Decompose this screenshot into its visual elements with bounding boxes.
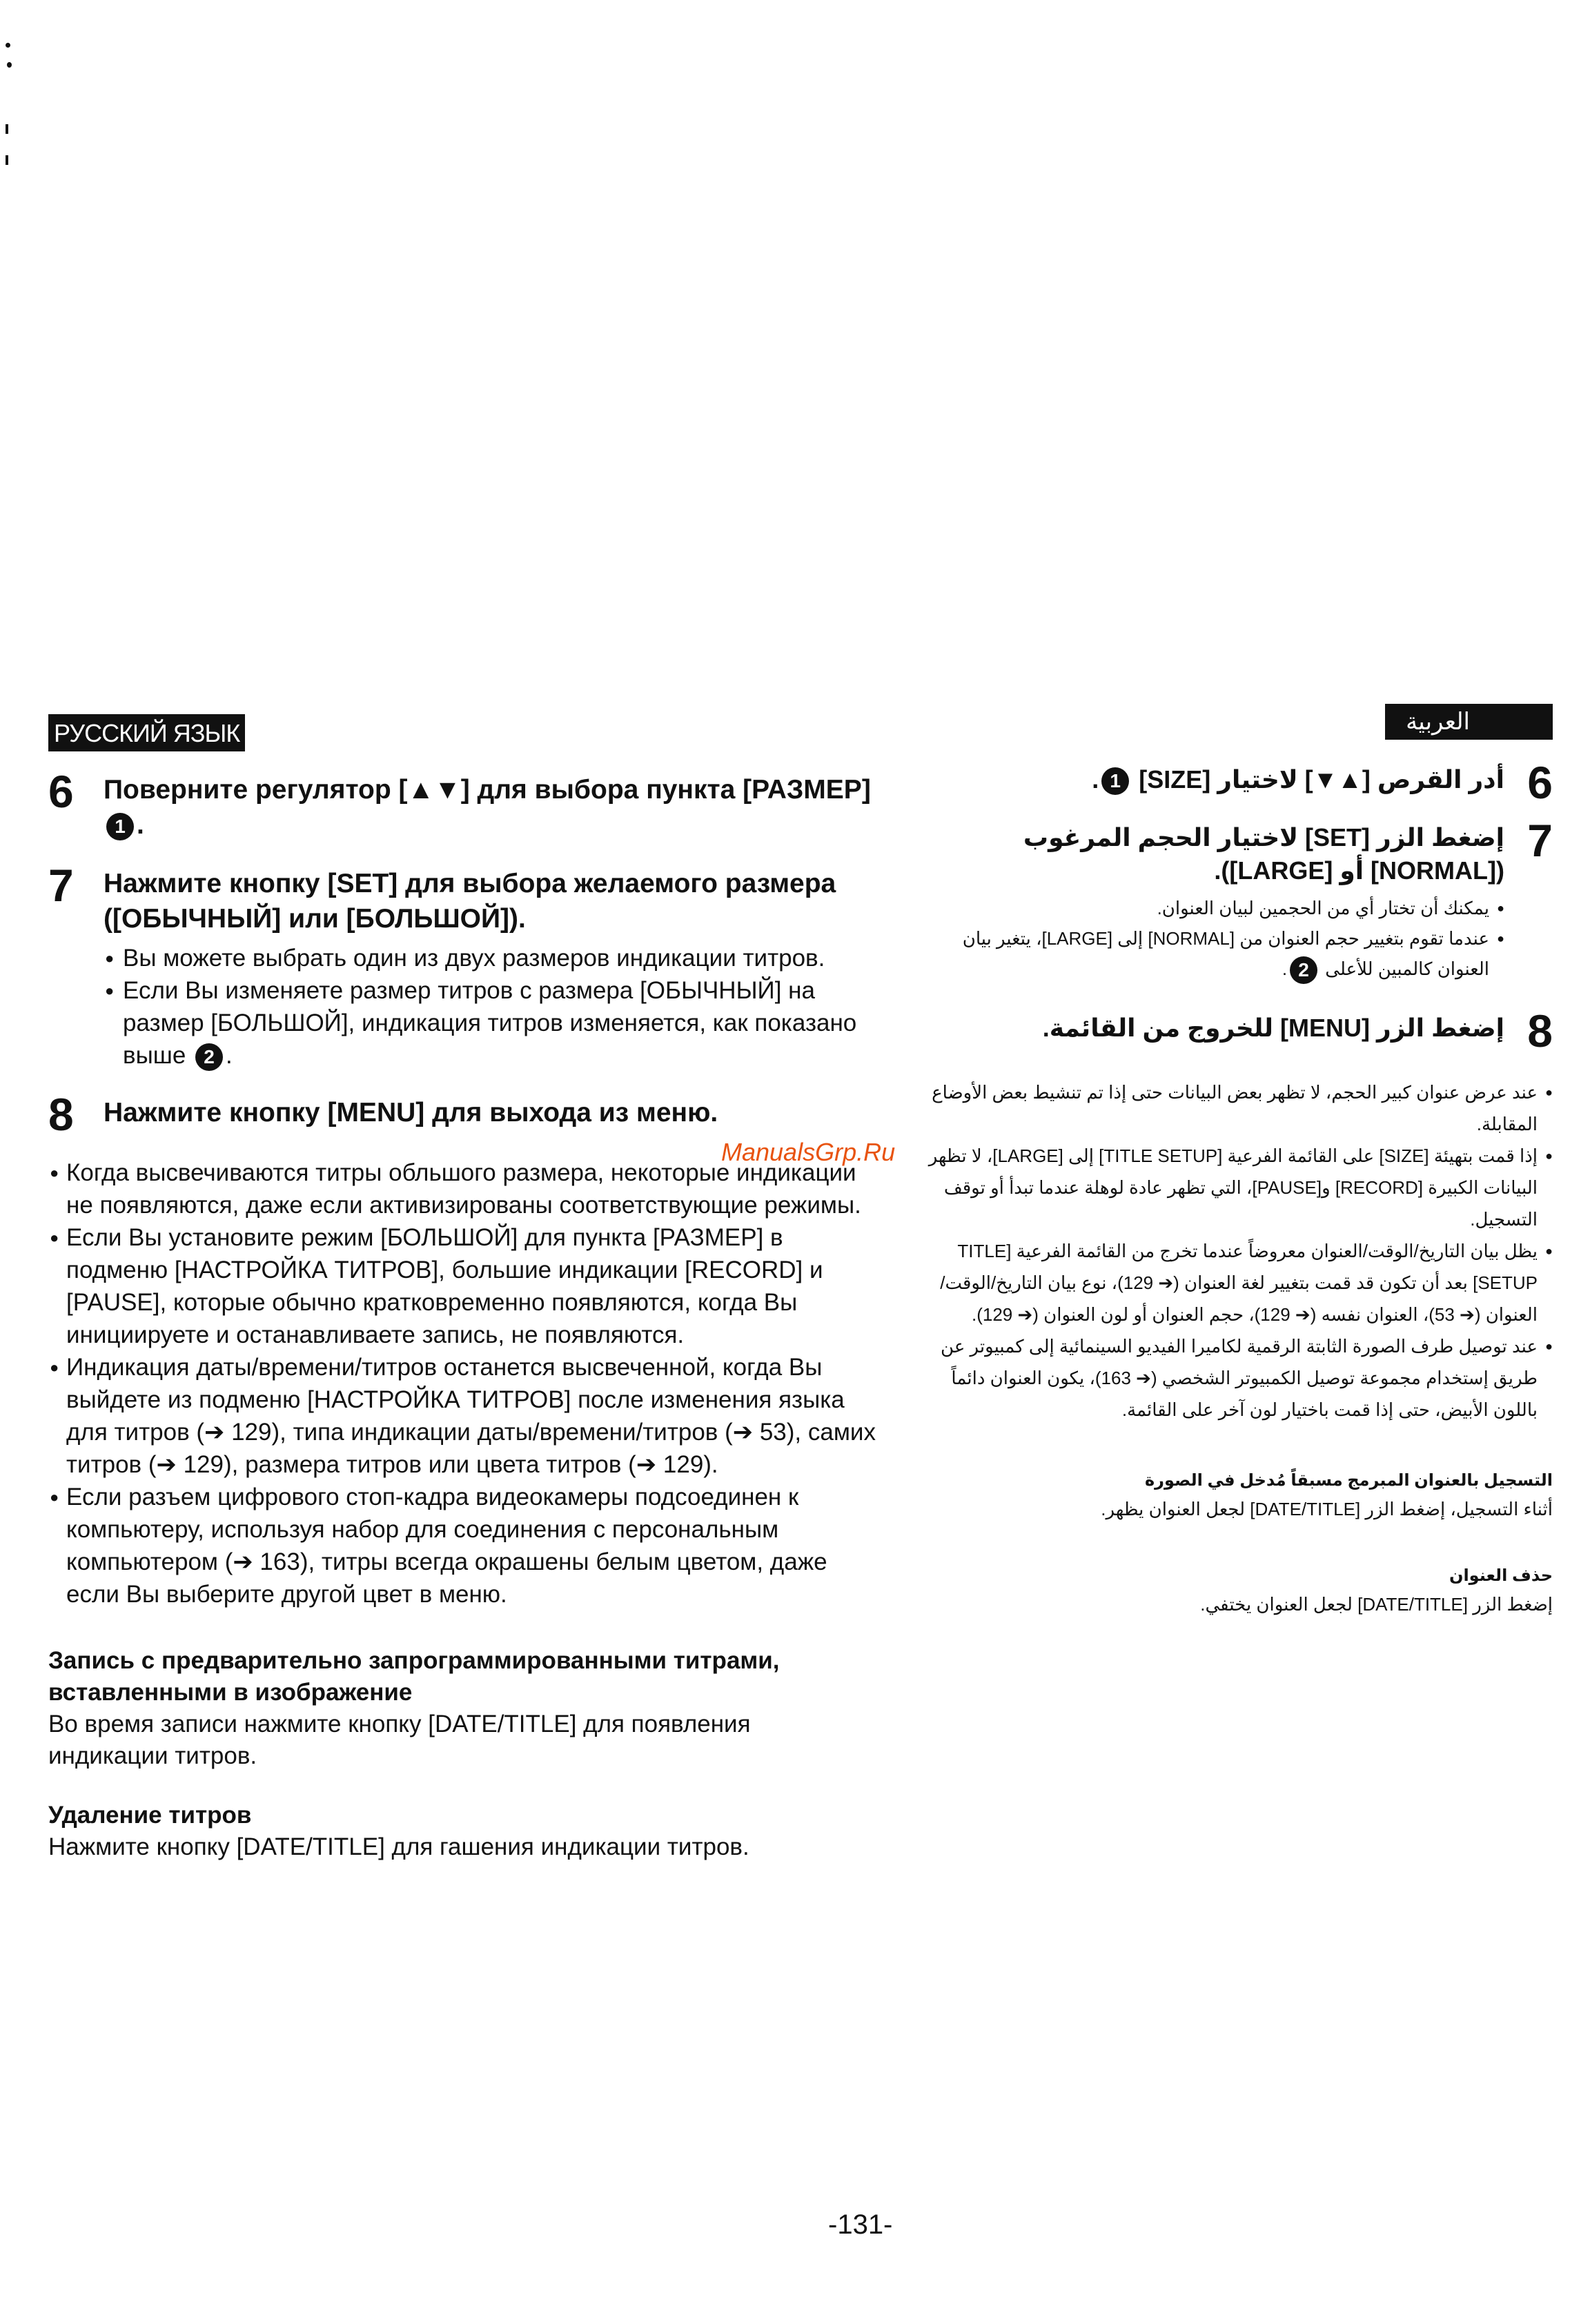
note-item: ● إذا قمت بتهيئة [SIZE] على القائمة الفرعية [TITLE SETUP] إلى [LARGE]، لا تظهر البيانات الكبيرة [RECORD] و[PAUSE]، التي تظهر عادة لوهلة عندما تبدأ أو توقف التسجيل. — [911, 1140, 1553, 1235]
section-heading: Запись с предварительно запрограммированными титрами, вставленными в изображение — [48, 1647, 780, 1706]
step-7 — [911, 815, 1553, 984]
step-number: 8 — [1527, 1005, 1553, 1057]
step-6 — [911, 757, 1553, 808]
scan-mark — [6, 155, 8, 165]
step-8 — [48, 1089, 876, 1140]
note-item: ● عند توصيل طرف الصورة الثابتة الرقمية لكاميرا الفيديو السينمائية إلى كمبيوتر عن طريق إستخدام مجموعة توصيل الكمبيوتر الشخصي (➔ 163)، يكون العنوان دائماً باللون الأبيض، حتى إذا قمت باختيار لون آخر على القائمة. — [911, 1330, 1553, 1426]
notes-list — [911, 1076, 1553, 1426]
section-heading: حذف العنوان — [1449, 1566, 1553, 1586]
step-title: Нажмите кнопку [SET] для выбора желаемого размера ([ОБЫЧНЫЙ] или [БОЛЬШОЙ]). — [104, 869, 836, 934]
step-title: Нажмите кнопку [MENU] для выхода из меню. — [104, 1098, 718, 1127]
step-number: 7 — [48, 860, 74, 911]
step-number: 8 — [48, 1089, 74, 1140]
step-number: 7 — [1527, 815, 1553, 866]
step-7 — [48, 860, 876, 1072]
step-number: 6 — [48, 766, 74, 817]
callout-2-icon: 2 — [195, 1043, 223, 1071]
delete-section — [48, 1800, 876, 1863]
scan-mark — [6, 124, 8, 134]
section-heading: التسجيل بالعنوان المبرمج مسبقاً مُدخل في الصورة — [1144, 1471, 1553, 1490]
section-text: Во время записи нажмите кнопку [DATE/TITLE] для появления индикации титров. — [48, 1711, 751, 1769]
bullet-item: ● عندما تقوم بتغيير حجم العنوان من [NORMAL] إلى [LARGE]، يتغير بيان العنوان كالمبين للأعلى 2. — [911, 923, 1504, 984]
note-item: ● Когда высвечиваются титры обльшого размера, некоторые индикации не появляются, даже если активизированы соответствующие режимы. — [48, 1156, 876, 1221]
step-title: Поверните регулятор [▲▼] для выбора пункта [РАЗМЕР] 1 . — [104, 775, 871, 840]
bullet-item: ● Вы можете выбрать один из двух размеров индикации титров. — [104, 942, 876, 974]
arabic-column — [911, 704, 1553, 1619]
note-item: ● Индикация даты/времени/титров останется высвеченной, когда Вы выйдете из подменю [НАСТРОЙКА ТИТРОВ] после изменения языка для титров (➔ 129), типа индикации даты/времени/титров (➔ 53), самих титров (➔ 129), размера титров или цвета титров (➔ 129). — [48, 1351, 876, 1481]
record-section — [48, 1645, 876, 1772]
record-section — [911, 1467, 1553, 1524]
callout-1-icon: 1 — [106, 813, 134, 840]
step-title: إضغط الزر [SET] لاختيار الحجم المرغوب ([NORMAL] أو [LARGE]). — [1023, 823, 1504, 885]
section-heading: Удаление титров — [48, 1802, 252, 1829]
step-7-bullets — [911, 893, 1504, 984]
callout-2-icon: 2 — [1290, 956, 1317, 984]
step-8 — [911, 1005, 1553, 1057]
step-7-bullets — [104, 942, 876, 1072]
step-number: 6 — [1527, 757, 1553, 808]
step-title: أدر القرص [▲▼] لاختيار [SIZE] 1. — [911, 763, 1504, 796]
scan-mark — [7, 62, 12, 68]
language-label-russian: РУССКИЙ ЯЗЫК — [48, 714, 245, 751]
bullet-item: ● يمكنك أن تختار أي من الحجمين لبيان العنوان. — [911, 893, 1504, 923]
delete-section — [911, 1562, 1553, 1619]
note-item: ● Если Вы установите режим [БОЛЬШОЙ] для пункта [РАЗМЕР] в подменю [НАСТРОЙКА ТИТРОВ], большие индикации [RECORD] и [PAUSE], которые обычно кратковременно появляются, когда Вы инициируете и останавливаете запись, не появляются. — [48, 1221, 876, 1351]
section-text: Нажмите кнопку [DATE/TITLE] для гашения индикации титров. — [48, 1833, 749, 1860]
section-text: إضغط الزر [DATE/TITLE] لجعل العنوان يختفي. — [1200, 1594, 1553, 1615]
page-number: -131- — [828, 2209, 893, 2240]
section-text: أثناء التسجيل، إضغط الزر [DATE/TITLE] لجعل العنوان يظهر. — [1101, 1499, 1553, 1520]
note-item: ● Если разъем цифрового стоп-кадра видеокамеры подсоединен к компьютеру, используя набор для соединения с персональным компьютером (➔ 163), титры всегда окрашены белым цветом, даже если Вы выберите другой цвет в меню. — [48, 1481, 876, 1611]
russian-column — [48, 714, 876, 1863]
language-label-arabic: العربية — [1385, 704, 1553, 740]
scan-mark — [6, 43, 10, 48]
watermark: ManualsGrp.Ru — [721, 1138, 896, 1166]
callout-1-icon: 1 — [1101, 767, 1129, 795]
step-6 — [48, 766, 876, 843]
bullet-item: ● Если Вы изменяете размер титров с размера [ОБЫЧНЫЙ] на размер [БОЛЬШОЙ], индикация титров изменяется, как показано выше 2 . — [104, 974, 876, 1072]
note-item: ● يظل بيان التاريخ/الوقت/العنوان معروضاً عندما تخرج من القائمة الفرعية [TITLE SETUP] بعد أن تكون قد قمت بتغيير لغة العنوان (➔ 129)، نوع بيان التاريخ/الوقت/العنوان (➔ 53)، العنوان نفسه (➔ 129)، حجم العنوان أو لون العنوان (➔ 129). — [911, 1235, 1553, 1330]
step-title: إضغط الزر [MENU] للخروج من القائمة. — [1042, 1014, 1504, 1043]
note-item: ● عند عرض عنوان كبير الحجم، لا تظهر بعض البيانات حتى إذا تم تنشيط بعض الأوضاع المقابلة. — [911, 1076, 1553, 1140]
notes-list — [48, 1156, 876, 1611]
